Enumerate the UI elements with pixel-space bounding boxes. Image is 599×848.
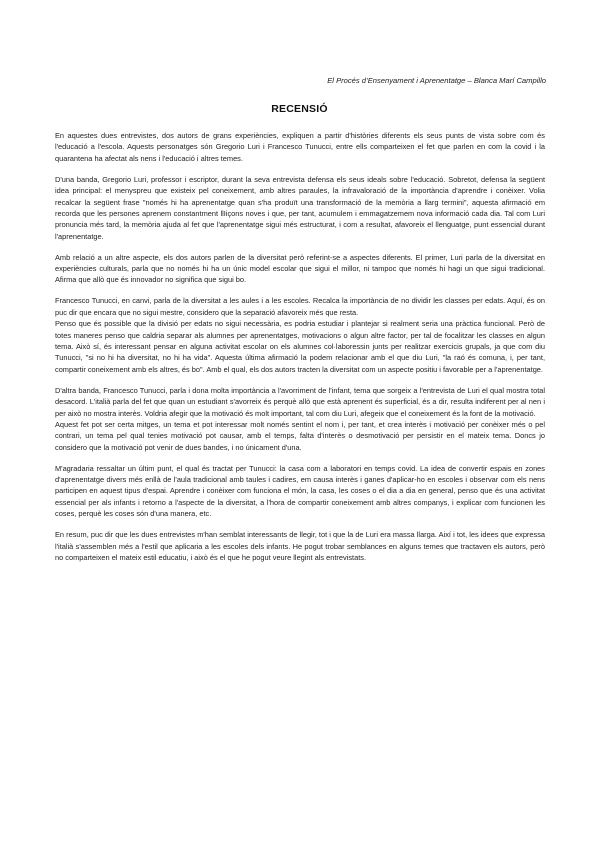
paragraph-diversity: Amb relació a un altre aspecte, els dos autors parlen de la diversitat però referint-se a aspectes diferents. El primer, Luri parla de la diversitat en experiències culturals, parla que no només hi ha un únic model escolar que sigui el millor, ni tampoc que només hi hagi un que sigui tradicional. Afirma que allò que és innovador no significa que sigui bo. [55, 252, 545, 285]
page-title: RECENSIÓ [271, 103, 328, 115]
paragraph-luri: D'una banda, Gregorio Luri, professor i escriptor, durant la seva entrevista defensa els seus ideals sobre l'educació. Sobretot, defensa la següent idea principal: el menyspreu que existeix pel coneixement, amb altres paraules, la infravaloració de la importància d'aprendre i conèixer. Volia recalcar la següent frase "només hi ha aprenentatge quan s'ha produït una transformació de la memòria a llarg termini", aquesta afirmació em recorda que les persones aprenem constantment llIiçons noves i que, per tant, acumulem i emmagatzemem nova informació cada dia. Tal com Luri pronuncia més tard, la memòria ajuda al fet que l'aprenentatge sigui més estructurat, i com a resultat, afavoreix el llenguatge, punt essencial durant l'aprenentatge. [55, 174, 545, 241]
paragraph-motivation: Aquest fet pot ser certa mitges, un tema et pot interessar molt només sentint el nom i, per tant, et crea interès i motivació per conèixer més o pel contrari, un tema pel qual tenies motivació pot causar, amb el temps, falta d'interès o desmotivació per persistir en el mateix tema. Doncs jo considero que la motivació pot venir de dues bandes, i no únicament d'una. [55, 419, 545, 452]
paragraph-age-division: Penso que és possible que la divisió per edats no sigui necessària, es podria estudiar i plantejar si realment seria una pràctica funcional. Però de totes maneres penso que caldria separar als alumnes per aprenentatges, motivacions o algun altre factor, per tal de focalitzar les classes en algun tema. Això sí, és interessant pensar en alguna activitat escolar on els alumnes col·laboressin junts per realitzar exercicis grupals, ja que com diu Tunucci, "si no hi ha diversitat, no hi ha vida". Aquesta última afirmació la podem relacionar amb el que diu Luri, "la raó és comuna, i, per tant, compartir coneixement amb els altres, és bo". Amb el qual, els dos autors tracten la diversitat com un aspecte positiu i favorable per a l'aprenentatge. [55, 319, 545, 374]
document-body [55, 130, 545, 573]
paragraph-boredom: D'altra banda, Francesco Tunucci, parla i dona molta importància a l'avorriment de l'infant, tema que sorgeix a l'entrevista de Luri el qual mostra total desacord. L'italià parla del fet que quan un estudiant s'avorreix és perquè allò que està aprenent és superficial, és a dir, resulta indiferent per al nen i per això no mostra interès. Voldria afegir que la motivació és molt important, tal com diu Luri, afegeix que el coneixement és la font de la motivació. [55, 385, 545, 418]
paragraph-conclusion: En resum, puc dir que les dues entrevistes m'han semblat interessants de llegir, tot i que la de Luri era massa llarga. Així i tot, les idees que expressa l'italià s'assemblen més a l'estil que aplicaria a les escoles dels infants. He pogut trobar semblances en alguns temes que tractaven els autors, però no comparteixen el mateix estil educatiu, i això és el que he pogut veure llegint als entrevistats. [55, 530, 545, 562]
paragraph-home-lab: M'agradaria ressaltar un últim punt, el qual és tractat per Tunucci: la casa com a laboratori en temps covid. La idea de convertir espais en zones d'aprenentatge divers més enllà de l'aula tradicional amb taules i cadires, em causa interès i ganes d'aplicar-ho en escoles i observar com els nens participen en aquest tipus d'espai. Aprendre i conèixer com funciona el món, la casa, les coses o el dia a dia en general, penso que és una activitat essencial per als infants i retorno a l'aspecte de la diversitat, a l'hora de compartir coneixement amb altres companys, i explicar com funcionen les coses, perquè les coses són d'una manera, etc. [55, 463, 545, 519]
running-header: El Procés d’Ensenyament i Aprenentatge – Blanca Marí Campillo [327, 76, 546, 85]
paragraph-intro: En aquestes dues entrevistes, dos autors de grans experiències, expliquen a partir d'històries diferents els seus punts de vista sobre com és l'educació a l'escola. Aquests personatges són Gregorio Luri i Francesco Tunucci, entre ells comparteixen el fet que parlen en com la covid i la quarantena ha afectat als nens i l'educació i altres temes. [55, 131, 545, 163]
paragraph-tunucci-diversity: Francesco Tunucci, en canvi, parla de la diversitat a les aules i a les escoles. Recalca la importància de no dividir les classes per edats. Aquí, és on puc dir que encara que no sigui mestre, considero que la separació afavoreix més que resta. [55, 296, 545, 317]
